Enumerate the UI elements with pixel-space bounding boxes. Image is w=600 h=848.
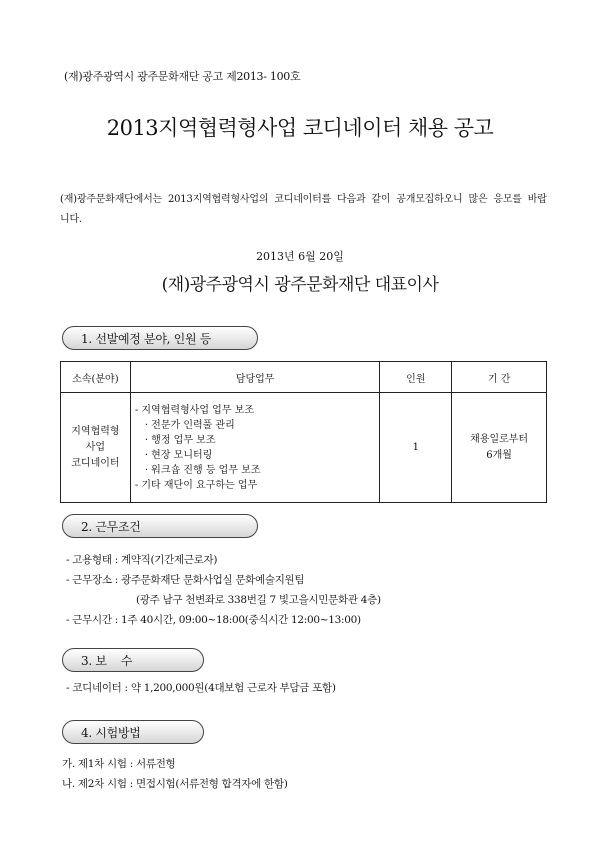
header-duties: 담당업무 — [130, 362, 380, 393]
section-heading-recruitment: 1. 선발예정 분야, 인원 등 — [62, 326, 258, 350]
cell-affiliation: 지역협력형 사업 코디네이터 — [61, 393, 131, 503]
section-heading-conditions: 2. 근무조건 — [62, 514, 258, 538]
section-heading-pay: 3. 보 수 — [62, 648, 204, 672]
notice-date: 2013년 6월 20일 — [256, 250, 344, 263]
page-title: 2013지역협력형사업 코디네이터 채용 공고 — [106, 116, 494, 140]
cell-period: 채용일로부터 6개월 — [452, 393, 547, 503]
duty-item: · 현장 모니터링 — [144, 449, 213, 461]
cell-headcount: 1 — [380, 393, 452, 503]
issuer-name: (재)광주광역시 광주문화재단 대표이사 — [161, 275, 439, 295]
section-heading-exam: 4. 시험방법 — [62, 720, 204, 744]
exam-second: 나. 제2차 시험 : 면접시험(서류전형 합격자에 한함) — [62, 778, 288, 790]
header-period: 기 간 — [452, 362, 547, 393]
pay-line: - 코디네이터 : 약 1,200,000원(4대보험 근로자 부담금 포함) — [66, 682, 336, 694]
recruitment-table — [60, 361, 547, 503]
header-affiliation: 소속(분야) — [61, 362, 131, 393]
table-header-row — [61, 362, 547, 393]
header-headcount: 인원 — [380, 362, 452, 393]
cell-duties — [130, 393, 380, 503]
notice-number: (재)광주광역시 광주문화재단 공고 제2013- 100호 — [64, 70, 301, 83]
condition-employment: - 고용형태 : 계약직(기간제근로자) — [66, 554, 218, 566]
duty-item: - 기타 재단이 요구하는 업무 — [134, 479, 258, 491]
condition-hours: - 근무시간 : 1주 40시간, 09:00~18:00(중식시간 12:00~13:00) — [66, 614, 361, 626]
duty-item: · 행정 업무 보조 — [144, 434, 216, 446]
duty-item: · 전문가 인력풀 관리 — [144, 419, 235, 431]
duty-item: - 지역협력형사업 업무 보조 — [134, 404, 254, 416]
exam-first: 가. 제1차 시험 : 서류전형 — [62, 758, 176, 770]
condition-address: (광주 남구 천변좌로 338번길 7 빛고을시민문화관 4층) — [136, 594, 381, 606]
intro-paragraph: (재)광주문화재단에서는 2013지역협력형사업의 코디네이터를 다음과 같이 공개모집하오니 많은 응모를 바랍니다. — [60, 194, 547, 225]
table-row — [61, 393, 547, 503]
condition-workplace: - 근무장소 : 광주문화재단 문화사업실 문화예술지원팀 — [66, 574, 305, 586]
duty-item: · 워크숍 진행 등 업무 보조 — [144, 464, 261, 476]
